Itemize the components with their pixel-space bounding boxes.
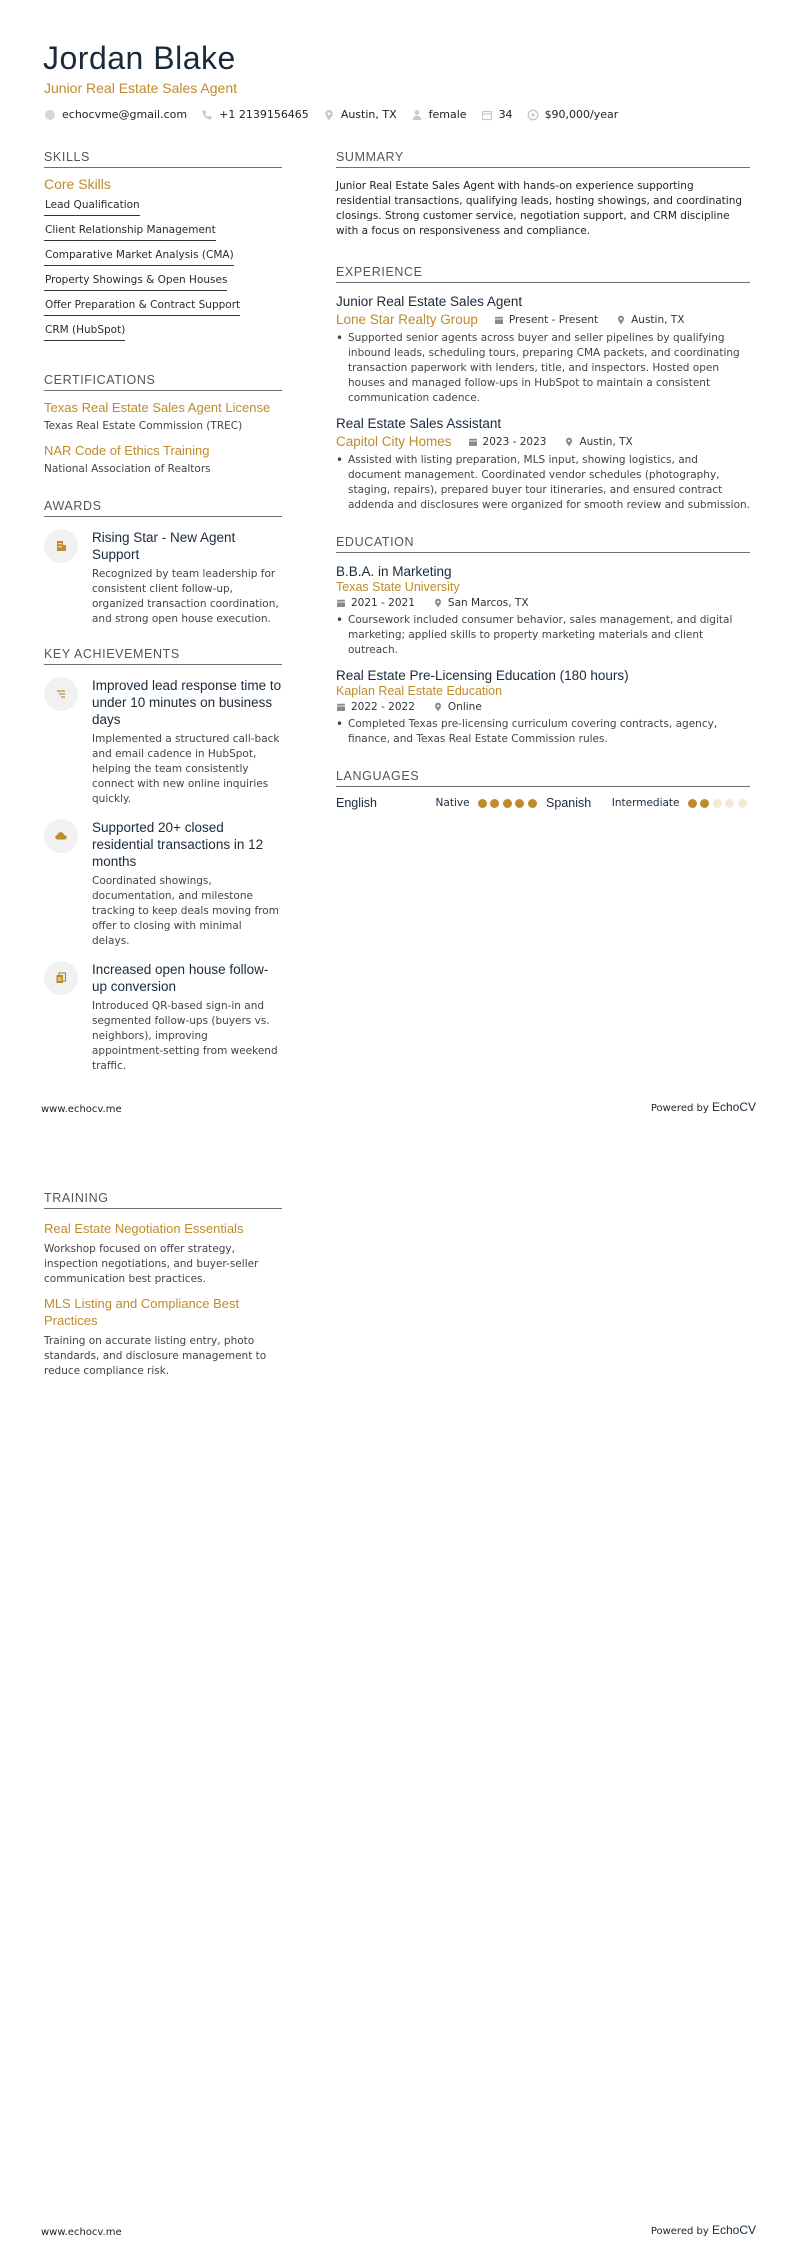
- skill-item: Lead Qualification: [44, 197, 140, 216]
- award-title: Rising Star - New Agent Support: [92, 530, 236, 562]
- dates-text: Present - Present: [508, 313, 599, 326]
- experience-item: [336, 416, 750, 513]
- salary-text: $90,000/year: [544, 108, 619, 121]
- phone-text: +1 2139156465: [219, 108, 309, 121]
- edu-location: [433, 597, 529, 609]
- achievement-item: [44, 961, 282, 1074]
- edu-location: [433, 701, 482, 713]
- section-title-experience: EXPERIENCE: [336, 265, 750, 283]
- achievement-desc: Coordinated showings, documentation, and milestone tracking to keep deals moving from offer to closing with minimal delays.: [92, 875, 279, 947]
- skill-item: Comparative Market Analysis (CMA): [44, 247, 234, 266]
- footer-site[interactable]: www.echocv.me: [41, 1104, 122, 1115]
- dates-text: 2021 - 2021: [351, 597, 415, 609]
- dates-text: 2022 - 2022: [351, 701, 415, 713]
- right-column: [336, 150, 750, 810]
- job-role: Real Estate Sales Assistant: [336, 416, 502, 431]
- cert-org: Texas Real Estate Commission (TREC): [44, 420, 243, 432]
- location-text: San Marcos, TX: [447, 597, 529, 609]
- brand-logo: EchoCV: [711, 2223, 756, 2237]
- training-item: [44, 1295, 282, 1379]
- job-company: Lone Star Realty Group: [336, 312, 478, 327]
- achievement-item: [44, 677, 282, 807]
- job-role: Junior Real Estate Sales Agent: [336, 294, 523, 309]
- documents-icon: [54, 971, 68, 985]
- contact-salary: [527, 108, 619, 121]
- training-name: Real Estate Negotiation Essentials: [44, 1221, 244, 1236]
- edu-meta: [336, 597, 750, 609]
- training-item: [44, 1220, 282, 1287]
- edu-degree: Real Estate Pre-Licensing Education (180 hours): [336, 668, 629, 683]
- location-text: Austin, TX: [579, 435, 633, 448]
- skills-section: [44, 150, 282, 347]
- language-level: Intermediate: [611, 797, 680, 809]
- training-desc: Training on accurate listing entry, photo standards, and disclosure management to reduce compliance risk.: [44, 1335, 267, 1377]
- skill-item: Property Showings & Open Houses: [44, 272, 227, 291]
- section-title-education: EDUCATION: [336, 535, 750, 553]
- job-dates: [494, 314, 598, 326]
- achievement-title: Increased open house follow-up conversion: [92, 962, 269, 994]
- skill-item: CRM (HubSpot): [44, 322, 125, 341]
- cert-item: [44, 442, 282, 475]
- location-pin-icon: [616, 315, 626, 325]
- location-pin-icon: [323, 109, 335, 121]
- dates-text: 2023 - 2023: [482, 435, 547, 448]
- training-desc: Workshop focused on offer strategy, inspection negotiations, and buyer-seller communication best practices.: [44, 1243, 259, 1285]
- location-pin-icon: [564, 437, 574, 447]
- rating-dot-filled: [478, 799, 487, 808]
- rating-dot-filled: [700, 799, 709, 808]
- section-title-summary: SUMMARY: [336, 150, 750, 168]
- location-text: Austin, TX: [631, 313, 685, 326]
- cert-name: Texas Real Estate Sales Agent License: [44, 400, 271, 415]
- location-text: Austin, TX: [340, 108, 397, 121]
- achievement-badge: [44, 819, 78, 853]
- summary-text: Junior Real Estate Sales Agent with hands-on experience supporting residential transactions, qualifying leads, hosting showings, and coordinating closings. Strong customer service, negotiation support, and CRM discipline with a focus on responsiveness and compliance.: [336, 180, 743, 237]
- achievement-badge: [44, 677, 78, 711]
- job-bullet: • Assisted with listing preparation, MLS input, showing logistics, and document management. Coordinated vendor schedules (photography, staging, repairs), prepared buyer tour itineraries, and ensured contract addenda and disclosures were organized for smooth review and submission.: [336, 453, 750, 511]
- location-text: Online: [447, 701, 482, 713]
- languages-section: [336, 769, 750, 810]
- contact-location: [323, 108, 397, 121]
- achievement-item: [44, 819, 282, 949]
- gender-text: female: [428, 108, 467, 121]
- edu-dates: [336, 701, 415, 713]
- skill-item: Offer Preparation & Contract Support: [44, 297, 240, 316]
- education-item: [336, 668, 750, 747]
- email-text: echocvme@gmail.com: [62, 108, 188, 121]
- training-section: [44, 1191, 282, 1379]
- bullet-text: Assisted with listing preparation, MLS input, showing logistics, and document management. Coordinated vendor schedules (photography, staging, repairs), prepared buyer tour itineraries, and ensured contract addenda and disclosures were organized for smooth review and submission.: [348, 454, 750, 511]
- email-icon: [44, 109, 56, 121]
- calendar-icon: [336, 598, 346, 608]
- achievements-section: [44, 647, 282, 1074]
- language-name: Spanish: [546, 796, 592, 810]
- achievement-title: Supported 20+ closed residential transactions in 12 months: [92, 820, 264, 869]
- education-section: [336, 535, 750, 747]
- experience-section: [336, 265, 750, 513]
- section-title-certifications: CERTIFICATIONS: [44, 373, 282, 391]
- achievement-desc: Introduced QR-based sign-in and segmented follow-ups (buyers vs. neighbors), improving appointment-setting from weekend traffic.: [92, 1000, 278, 1072]
- rating-dot-filled: [515, 799, 524, 808]
- achievement-title: Improved lead response time to under 10 minutes on business days: [92, 678, 282, 727]
- age-text: 34: [498, 108, 513, 121]
- awards-section: [44, 499, 282, 627]
- left-column-page2: [44, 1191, 282, 1379]
- job-meta: [336, 434, 750, 449]
- rating-dot-filled: [528, 799, 537, 808]
- job-location: [616, 314, 684, 326]
- person-icon: [411, 109, 423, 121]
- rating-dot-filled: [503, 799, 512, 808]
- section-title-training: TRAINING: [44, 1191, 282, 1209]
- language-level: Native: [435, 797, 470, 809]
- resume-page-2: [0, 1123, 794, 2246]
- rating-dot-filled: [688, 799, 697, 808]
- contact-phone[interactable]: [201, 108, 309, 121]
- experience-item: [336, 294, 750, 406]
- training-name: MLS Listing and Compliance Best Practices: [44, 1296, 240, 1328]
- skill-item: Client Relationship Management: [44, 222, 216, 241]
- cert-item: [44, 399, 282, 432]
- cert-org: National Association of Realtors: [44, 463, 211, 475]
- edu-school: Kaplan Real Estate Education: [336, 684, 503, 698]
- award-desc: Recognized by team leadership for consistent client follow-up, organized transaction coordination, and strong open house execution.: [92, 568, 279, 625]
- edu-bullet: • Coursework included consumer behavior, sales management, and digital marketing; applied skills to property marketing materials and client outreach.: [336, 613, 750, 658]
- edu-meta: [336, 701, 750, 713]
- phone-icon: [201, 109, 213, 121]
- bullet-text: Completed Texas pre-licensing curriculum covering contracts, agency, finance, and Texas Real Estate Commission rules.: [348, 718, 718, 745]
- rating-dot-empty: [725, 799, 734, 808]
- footer-powered: [651, 2223, 756, 2237]
- job-company: Capitol City Homes: [336, 434, 452, 449]
- calendar-icon: [336, 702, 346, 712]
- job-meta: [336, 312, 750, 327]
- list-lines-icon: [54, 687, 68, 701]
- achievement-badge: [44, 961, 78, 995]
- job-dates: [468, 436, 547, 448]
- achievement-desc: Implemented a structured call-back and email cadence in HubSpot, helping the team consistently connect with new online inquiries quickly.: [92, 733, 280, 805]
- education-item: [336, 564, 750, 658]
- brand-logo: EchoCV: [711, 1100, 756, 1114]
- award-item: [44, 529, 282, 627]
- location-pin-icon: [433, 598, 443, 608]
- calendar-icon: [494, 315, 504, 325]
- rating-dot-empty: [738, 799, 747, 808]
- calendar-icon: [468, 437, 478, 447]
- job-bullet: • Supported senior agents across buyer and seller pipelines by qualifying inbound leads, scheduling tours, preparing CMA packets, and coordinating transaction paperwork with lenders, title, and inspectors. Hosted open houses and managed follow-ups in HubSpot to maintain a consistent communication cadence.: [336, 331, 750, 406]
- certifications-section: [44, 373, 282, 475]
- edu-bullet: • Completed Texas pre-licensing curriculum covering contracts, agency, finance, and Texas Real Estate Commission rules.: [336, 717, 750, 747]
- footer-site[interactable]: www.echocv.me: [41, 2227, 122, 2238]
- skill-group-title: Core Skills: [44, 176, 111, 192]
- money-icon: [527, 109, 539, 121]
- rating-dot-empty: [713, 799, 722, 808]
- left-column: [44, 150, 282, 1086]
- edu-dates: [336, 597, 415, 609]
- language-rating: [478, 799, 541, 808]
- contact-bar: [44, 108, 632, 121]
- section-title-achievements: KEY ACHIEVEMENTS: [44, 647, 282, 665]
- contact-age: [481, 108, 513, 121]
- language-rating: [688, 799, 751, 808]
- candidate-title: Junior Real Estate Sales Agent: [44, 80, 238, 96]
- building-icon: [54, 539, 68, 553]
- section-title-awards: AWARDS: [44, 499, 282, 517]
- edu-school: Texas State University: [336, 580, 460, 594]
- cloud-icon: [54, 829, 68, 843]
- calendar-icon: [481, 109, 493, 121]
- section-title-languages: LANGUAGES: [336, 769, 750, 787]
- job-location: [564, 436, 632, 448]
- cert-name: NAR Code of Ethics Training: [44, 443, 210, 458]
- languages-row: [336, 796, 750, 810]
- language-name: English: [336, 796, 377, 810]
- bullet-text: Coursework included consumer behavior, sales management, and digital marketing; applied skills to property marketing materials and client outreach.: [348, 614, 733, 656]
- footer-powered: [651, 1100, 756, 1114]
- bullet-text: Supported senior agents across buyer and seller pipelines by qualifying inbound leads, scheduling tours, preparing CMA packets, and coordinating transaction paperwork with lenders, title, and inspectors. Hosted open houses and managed follow-ups in HubSpot to maintain a consistent communication cadence.: [348, 332, 740, 404]
- rating-dot-filled: [490, 799, 499, 808]
- section-title-skills: SKILLS: [44, 150, 282, 168]
- candidate-name: Jordan Blake: [43, 40, 236, 76]
- location-pin-icon: [433, 702, 443, 712]
- contact-gender: [411, 108, 467, 121]
- edu-degree: B.B.A. in Marketing: [336, 564, 452, 579]
- summary-section: [336, 150, 750, 239]
- powered-text: Powered by: [650, 2226, 709, 2237]
- contact-email[interactable]: [44, 108, 187, 121]
- powered-text: Powered by: [650, 1103, 709, 1114]
- award-badge: [44, 529, 78, 563]
